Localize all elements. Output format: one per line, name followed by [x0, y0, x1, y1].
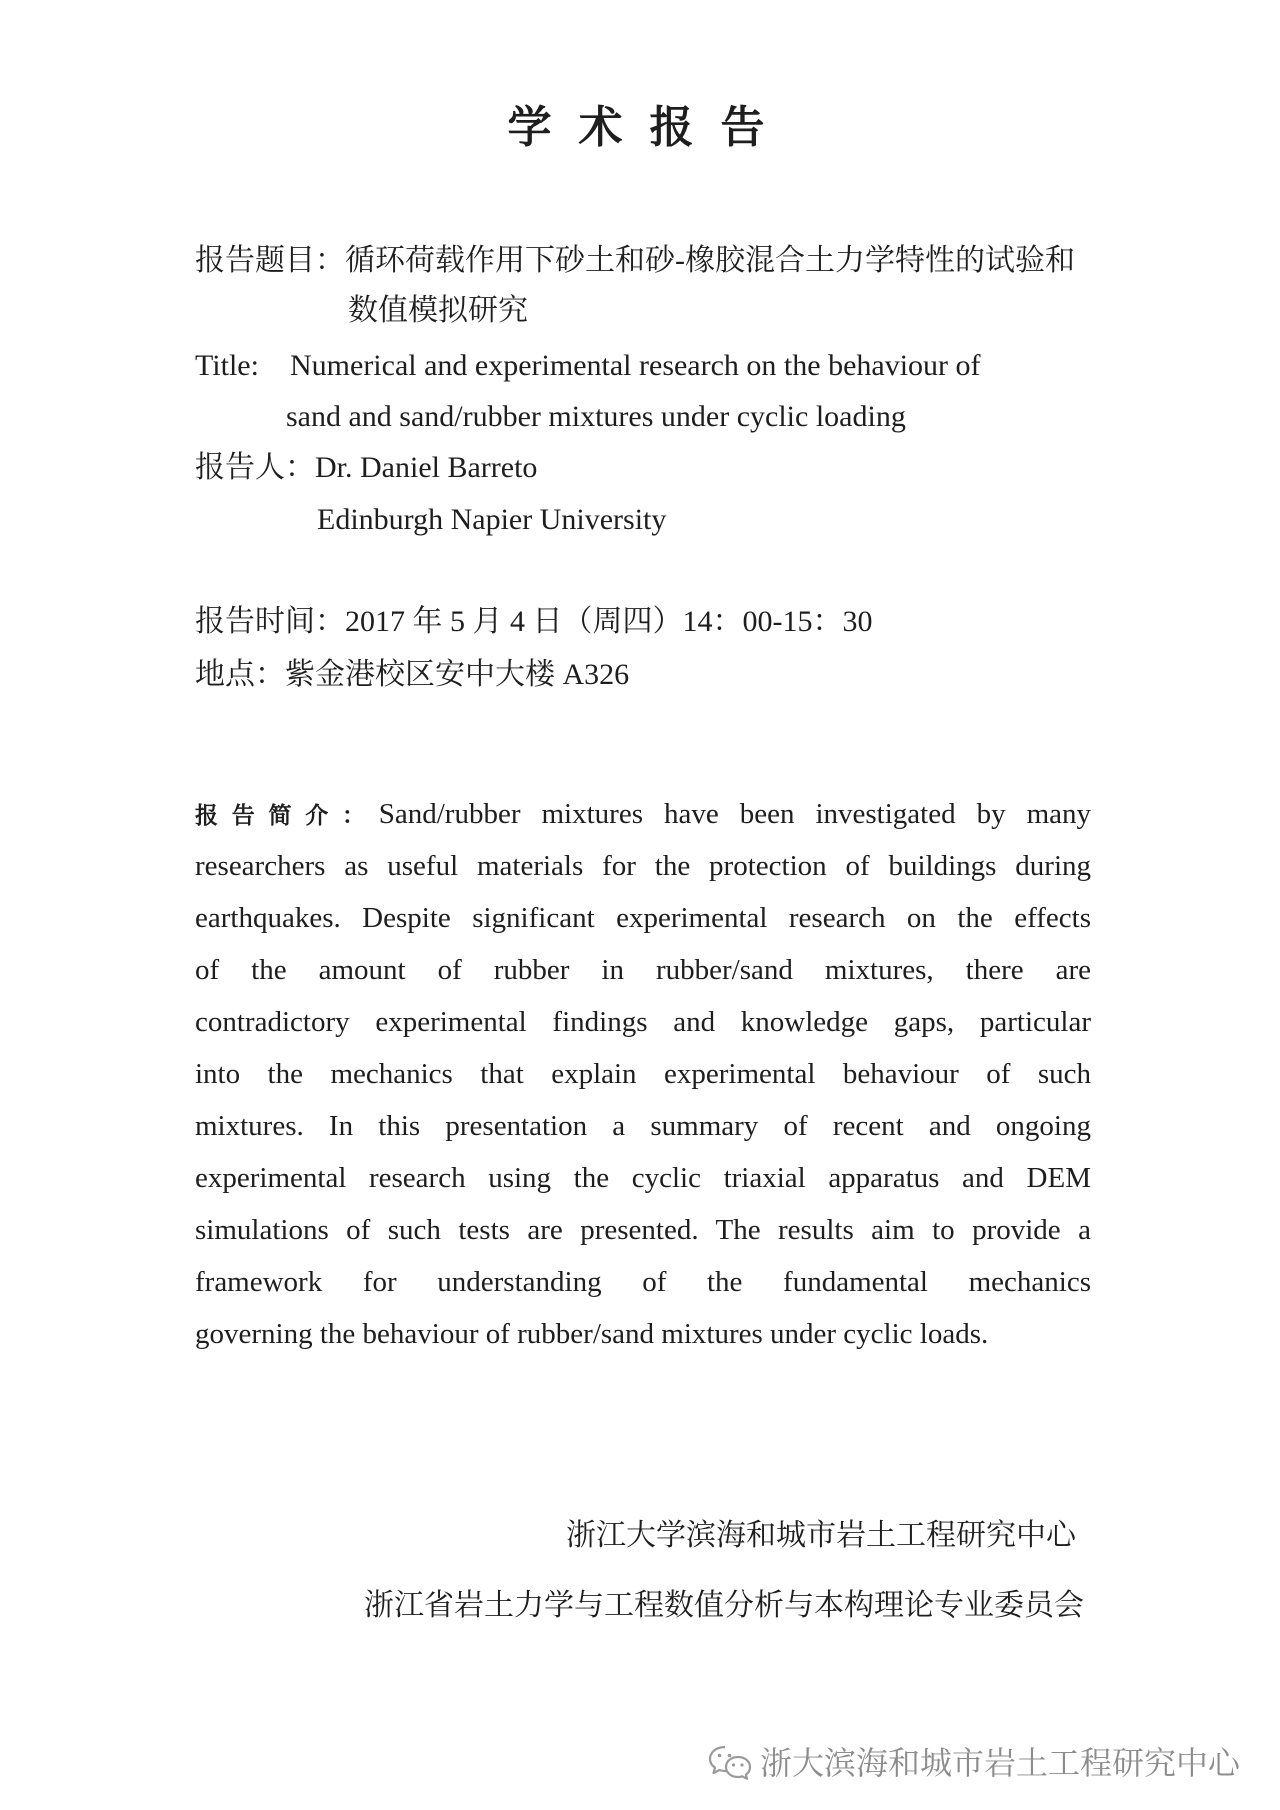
abstract [195, 788, 1091, 1360]
abstract-line: researchers as useful materials for the protection of buildings during [195, 850, 1091, 882]
wechat-icon [708, 1744, 752, 1782]
abstract-line-text: Sand/rubber mixtures have been investigated by many [378, 798, 1092, 830]
abstract-line: experimental research using the cyclic triaxial apparatus and DEM [195, 1162, 1091, 1194]
speaker-label: 报告人： [195, 451, 315, 484]
abstract-label: 报告简介： [195, 803, 379, 828]
abstract-line: framework for understanding of the fundamental mechanics [195, 1266, 1091, 1298]
english-title-line-1: Numerical and experimental research on the behaviour of [290, 349, 981, 382]
english-title-line-2: sand and sand/rubber mixtures under cyclic loading [286, 400, 906, 433]
location-value: 紫金港校区安中大楼 A326 [285, 658, 630, 691]
english-title-label: Title: [195, 349, 259, 382]
topic-line-1: 循环荷载作用下砂土和砂-橡胶混合土力学特性的试验和 [345, 244, 1075, 277]
abstract-line: simulations of such tests are presented. The results aim to provide a [195, 1214, 1091, 1246]
organizer-1: 浙江大学滨海和城市岩土工程研究中心 [566, 1519, 1076, 1552]
abstract-line: earthquakes. Despite significant experimental research on the effects [195, 902, 1091, 934]
page-title: 学 术 报 告 [507, 103, 773, 152]
location-row [195, 649, 629, 701]
watermark [708, 1739, 1240, 1787]
time-row [195, 596, 873, 648]
topic-line-2: 数值模拟研究 [348, 294, 528, 327]
speaker-affiliation: Edinburgh Napier University [317, 503, 667, 536]
abstract-line: mixtures. In this presentation a summary of recent and ongoing [195, 1110, 1091, 1142]
abstract-line: governing the behaviour of rubber/sand mixtures under cyclic loads. [195, 1318, 989, 1350]
watermark-text: 浙大滨海和城市岩土工程研究中心 [759, 1744, 1240, 1782]
english-title-row [195, 340, 981, 392]
speaker-name: Dr. Daniel Barreto [315, 451, 538, 484]
abstract-line: contradictory experimental findings and knowledge gaps, particular [195, 1006, 1091, 1038]
abstract-line [195, 788, 1091, 840]
topic-label: 报告题目： [195, 244, 345, 277]
time-label: 报告时间： [195, 605, 345, 638]
organizer-2: 浙江省岩土力学与工程数值分析与本构理论专业委员会 [364, 1589, 1084, 1622]
time-value: 2017 年 5 月 4 日（周四）14：00-15：30 [345, 605, 873, 638]
abstract-line: of the amount of rubber in rubber/sand mixtures, there are [195, 954, 1091, 986]
location-label: 地点： [195, 658, 285, 691]
topic-row [195, 235, 1075, 287]
speaker-row [195, 442, 537, 494]
abstract-line: into the mechanics that explain experimental behaviour of such [195, 1058, 1091, 1090]
